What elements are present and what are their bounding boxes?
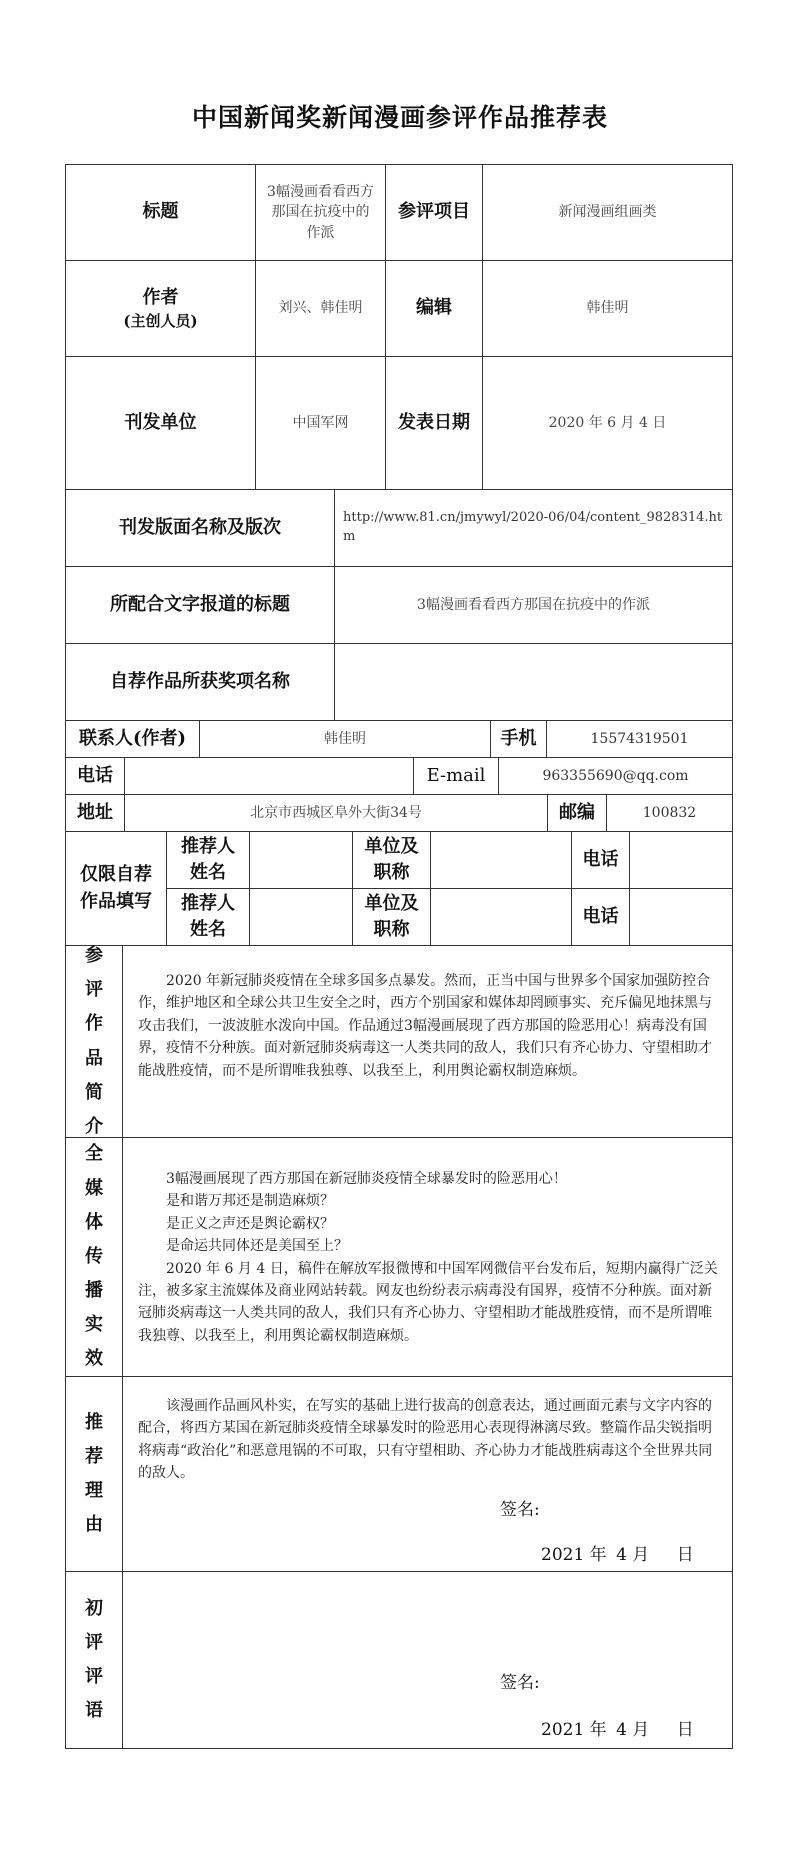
editor-value: 韩佳明 [482, 260, 733, 357]
intro-label: 参评作品简介 [65, 945, 123, 1138]
media-label: 全媒体传播实效 [65, 1137, 123, 1377]
media-line-3: 是正义之声还是舆论霸权？ [166, 1215, 334, 1232]
recommender-name-2 [249, 888, 353, 946]
review-sign-month: 4 月 [616, 1720, 650, 1740]
report-label: 所配合文字报道的标题 [65, 566, 335, 644]
author-value: 刘兴、韩佳明 [255, 260, 386, 357]
rec-phone-value-2 [629, 888, 733, 946]
reason-text: 该漫画作品画风朴实，在写实的基础上进行拔高的创意表达，通过画面元素与文字内容的配合，将西方某国在新冠肺炎疫情全球暴发时的险恶用心表现得淋漓尽致。整篇作品尖锐指明将病毒“政治化”和恶意甩锅的不可取，只有守望相助、齐心协力才能战胜病毒这个全世界共同的敌人。 [138, 1398, 713, 1482]
layout-value: http://www.81.cn/jmywyl/2020-06/04/content_9828314.htm [334, 489, 733, 567]
self-recommend-label: 仅限自荐作品填写 [65, 831, 167, 946]
intro-text: 2020 年新冠肺炎疫情在全球多国多点暴发。然而，正当中国与世界多个国家加强防控合作，维护地区和全球公共卫生安全之时，西方个别国家和媒体却罔顾事实、充斥偏见地抹黑与攻击我们，一波波脏水泼向中国。作品通过3幅漫画展现了西方那国的险恶用心！病毒没有国界，疫情不分种族。面对新冠肺炎病毒这一人类共同的敌人，我们只有齐心协力、守望相助才能战胜疫情，而不是所谓唯我独尊、以我至上，利用舆论霸权制造麻烦。 [138, 973, 712, 1079]
contact-label: 联系人(作者) [65, 720, 200, 758]
title-value: 3幅漫画看看西方那国在抗疫中的作派 [255, 164, 386, 261]
date-label: 发表日期 [385, 356, 483, 490]
media-text: 2020 年 6 月 4 日，稿件在解放军报微博和中国军网微信平台发布后，短期内赢得广泛关注，被多家主流媒体及商业网站转载。网友也纷纷表示病毒没有国界，疫情不分种族。面对新冠肺炎病毒这一人类共同的敌人，我们只有齐心协力、守望相助才能战胜疫情，而不是所谓唯我独尊、以我至上，利用舆论霸权制造麻烦。 [138, 1260, 718, 1344]
award-label: 自荐作品所获奖项名称 [65, 643, 335, 721]
category-value: 新闻漫画组画类 [482, 164, 733, 261]
phone-value [124, 757, 414, 795]
recommender-label-2: 推荐人姓名 [166, 888, 250, 946]
layout-label: 刊发版面名称及版次 [65, 489, 335, 567]
zip-label: 邮编 [547, 794, 607, 832]
reason-sign-date [541, 1540, 698, 1565]
review-sign-day: 日 [676, 1720, 694, 1740]
mobile-label: 手机 [490, 720, 547, 758]
email-label: E-mail [413, 757, 499, 795]
publisher-label: 刊发单位 [65, 356, 256, 490]
author-sublabel: (主创人员) [123, 311, 198, 330]
email-value: 963355690@qq.com [498, 757, 733, 795]
unit-value-2 [430, 888, 572, 946]
rec-phone-value-1 [629, 831, 733, 889]
report-value: 3幅漫画看看西方那国在抗疫中的作派 [334, 566, 733, 644]
media-line-4: 是命运共同体还是美国至上？ [166, 1238, 348, 1255]
review-label: 初评评语 [65, 1571, 123, 1749]
intro-text-block [138, 970, 724, 1082]
editor-label: 编辑 [385, 260, 483, 357]
unit-label-1: 单位及职称 [352, 831, 431, 889]
page-title: 中国新闻奖新闻漫画参评作品推荐表 [191, 103, 608, 132]
rec-phone-label-2: 电话 [571, 888, 630, 946]
contact-value: 韩佳明 [199, 720, 491, 758]
reason-sign-month: 4 月 [616, 1545, 650, 1565]
reason-text-block [138, 1395, 724, 1485]
award-value [334, 643, 733, 721]
media-line-1: 3幅漫画展现了西方那国在新冠肺炎疫情全球暴发时的险恶用心！ [166, 1171, 567, 1187]
phone-label: 电话 [65, 757, 125, 795]
media-line-2: 是和谐万邦还是制造麻烦？ [166, 1193, 334, 1210]
address-value: 北京市西城区阜外大街34号 [124, 794, 548, 832]
review-signature-label: 签名: [500, 1673, 540, 1693]
recommender-name-1 [249, 831, 353, 889]
unit-value-1 [430, 831, 572, 889]
author-label: 作者 [142, 286, 179, 308]
reason-sign-day: 日 [676, 1545, 694, 1565]
recommendation-form [66, 165, 734, 1750]
review-sign-date [541, 1715, 698, 1740]
title-label: 标题 [65, 164, 256, 261]
review-sign-year: 2021 年 [541, 1720, 607, 1740]
date-value: 2020 年 6 月 4 日 [482, 356, 733, 490]
address-label: 地址 [65, 794, 125, 832]
mobile-value: 15574319501 [546, 720, 733, 758]
zip-value: 100832 [606, 794, 733, 832]
recommender-label-1: 推荐人姓名 [166, 831, 250, 889]
rec-phone-label-1: 电话 [571, 831, 630, 889]
category-label: 参评项目 [385, 164, 483, 261]
author-label-cell [65, 260, 256, 357]
media-text-block [138, 1168, 724, 1347]
reason-sign-year: 2021 年 [541, 1545, 607, 1565]
unit-label-2: 单位及职称 [352, 888, 431, 946]
publisher-value: 中国军网 [255, 356, 386, 490]
reason-label: 推荐理由 [65, 1376, 123, 1572]
reason-signature-label: 签名: [500, 1500, 540, 1520]
